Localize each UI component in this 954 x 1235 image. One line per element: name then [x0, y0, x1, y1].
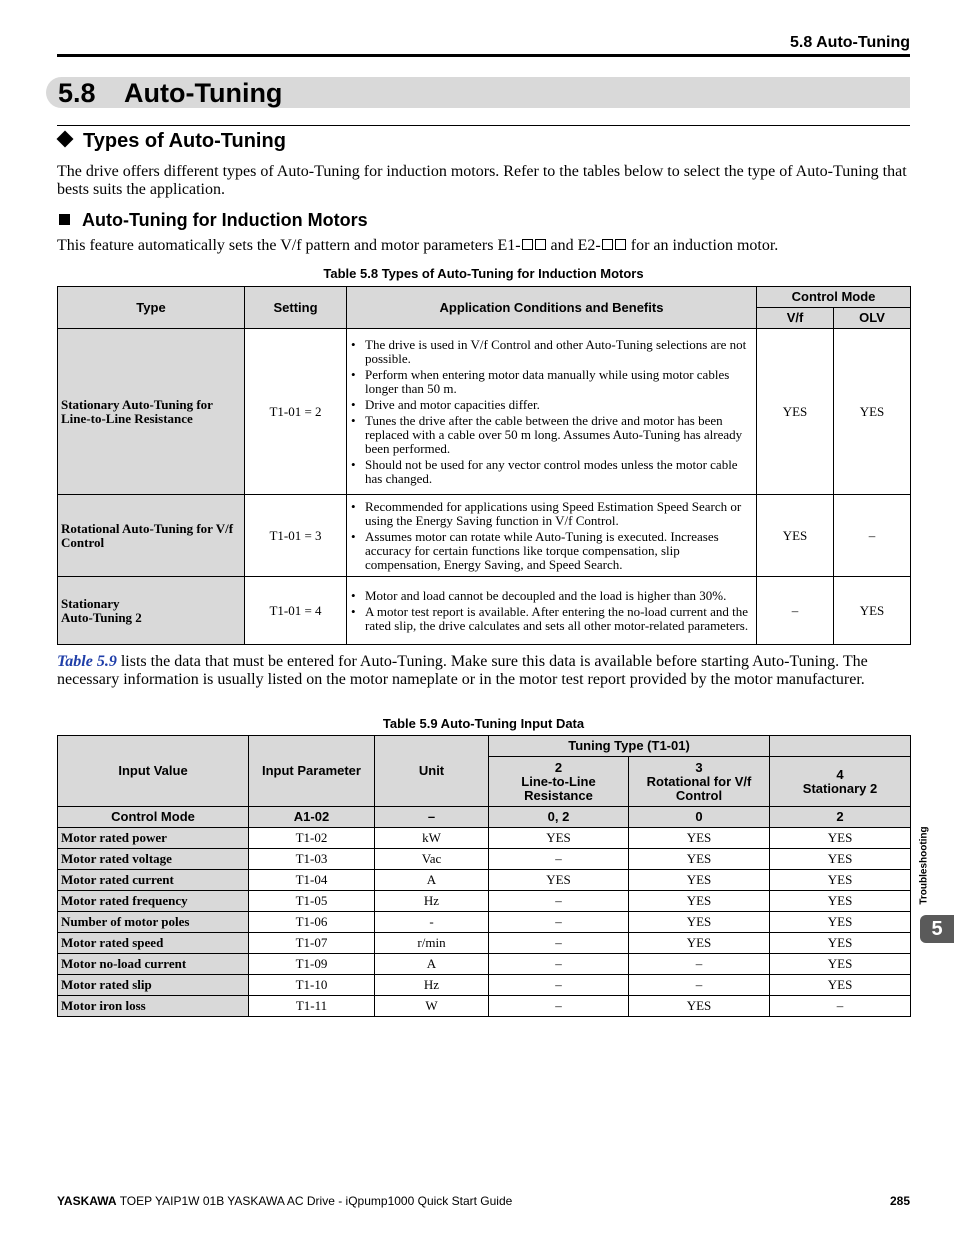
cell-name: Motor rated power	[58, 828, 249, 849]
list-item: • Recommended for applications using Speed Estimation Speed Search or using the Energy Saving function in V/f Control.	[351, 500, 754, 528]
list-item: • Perform when entering motor data manually while using motor cables longer than 50 m.	[351, 368, 754, 396]
cell-unit: A	[375, 954, 489, 975]
section-number: 5.8	[58, 78, 96, 108]
list-item: • Assumes motor can rotate while Auto-Tuning is executed. Increases accuracy for certain functions like torque compensation, slip compensation, Energy Saving, and Speed Search.	[351, 530, 754, 572]
row-olv: YES	[834, 329, 911, 495]
footer-doc-text: TOEP YAIP1W 01B YASKAWA AC Drive - iQpump1000 Quick Start Guide	[116, 1194, 513, 1208]
running-header: 5.8 Auto-Tuning	[790, 34, 910, 51]
table-row	[58, 891, 911, 912]
list-item: • Drive and motor capacities differ.	[351, 398, 754, 412]
row-setting: T1-01 = 2	[245, 329, 347, 495]
subsection-heading	[57, 128, 286, 154]
cell-c2: –	[489, 996, 629, 1017]
cell-param: T1-04	[249, 870, 375, 891]
cell-c2: –	[489, 933, 629, 954]
table-row	[58, 996, 911, 1017]
cell-c4: YES	[770, 975, 911, 996]
cell-c4: –	[770, 996, 911, 1017]
header-rule	[57, 54, 910, 57]
col3-num: 3	[695, 759, 703, 775]
cell-param: T1-02	[249, 828, 375, 849]
header-col4	[770, 757, 911, 807]
row-type: Rotational Auto-Tuning for V/f Control	[58, 495, 245, 577]
cell-name: Number of motor poles	[58, 912, 249, 933]
list-item: • The drive is used in V/f Control and other Auto-Tuning selections are not possible.	[351, 338, 754, 366]
row-bullets	[347, 329, 757, 495]
cell-unit: Hz	[375, 975, 489, 996]
row-setting: T1-01 = 4	[245, 577, 347, 645]
feature-text-3: for an induction motor.	[626, 237, 779, 254]
row-vf: YES	[757, 329, 834, 495]
row-olv: YES	[834, 577, 911, 645]
header-blank	[770, 736, 911, 757]
cell-c3: YES	[629, 849, 770, 870]
row-vf: –	[757, 577, 834, 645]
col4-num: 4	[836, 766, 844, 782]
table-row	[58, 849, 911, 870]
cm-c3: 0	[629, 807, 770, 828]
cm-param: A1-02	[249, 807, 375, 828]
table-row	[58, 495, 911, 577]
footer-doc	[57, 1194, 512, 1208]
cm-c4: 2	[770, 807, 911, 828]
col2-num: 2	[554, 759, 563, 775]
cm-label: Control Mode	[58, 807, 249, 828]
cell-name: Motor iron loss	[58, 996, 249, 1017]
table2-caption: Table 5.9 Auto-Tuning Input Data	[382, 716, 585, 731]
subsubsection-heading	[57, 208, 368, 232]
table-auto-tuning-input-data	[57, 735, 911, 1017]
header-tuning-type: Tuning Type (T1-01)	[489, 736, 770, 757]
square-bullet-icon	[59, 214, 70, 225]
side-tab-label: Troubleshooting	[918, 826, 930, 905]
subsubsection-title: Auto-Tuning for Induction Motors	[82, 210, 368, 230]
cell-unit: -	[375, 912, 489, 933]
cell-c4: YES	[770, 891, 911, 912]
col2-name: Line-to-Line Resistance	[521, 773, 596, 803]
cell-c3: –	[629, 954, 770, 975]
cell-c2: –	[489, 975, 629, 996]
table-row	[58, 329, 911, 495]
row-type: Stationary Auto-Tuning for Line-to-Line Resistance	[58, 329, 245, 495]
header-col3	[629, 757, 770, 807]
table-row	[58, 912, 911, 933]
section-title	[58, 76, 282, 110]
cm-unit: –	[375, 807, 489, 828]
row-olv: –	[834, 495, 911, 577]
cell-name: Motor no-load current	[58, 954, 249, 975]
table-row	[58, 577, 911, 645]
table-row	[58, 933, 911, 954]
header-setting: Setting	[245, 287, 347, 329]
row-type-line2: Auto-Tuning 2	[61, 609, 142, 625]
page-number: 285	[889, 1194, 910, 1208]
header-olv: OLV	[834, 308, 911, 329]
cell-c4: YES	[770, 954, 911, 975]
cm-c2: 0, 2	[489, 807, 629, 828]
list-item: • Should not be used for any vector control modes unless the motor cable has changed.	[351, 458, 754, 486]
table-5-9-link[interactable]: Table 5.9	[57, 653, 117, 670]
cell-param: T1-10	[249, 975, 375, 996]
cell-unit: A	[375, 870, 489, 891]
cell-c2: –	[489, 849, 629, 870]
header-type: Type	[58, 287, 245, 329]
col3-name: Rotational for V/f Control	[646, 773, 752, 803]
cell-unit: r/min	[375, 933, 489, 954]
table-row	[58, 870, 911, 891]
cell-c3: YES	[629, 891, 770, 912]
cell-unit: kW	[375, 828, 489, 849]
row-vf: YES	[757, 495, 834, 577]
table1-caption: Table 5.8 Types of Auto-Tuning for Induction Motors	[323, 266, 644, 281]
cell-param: T1-06	[249, 912, 375, 933]
cell-c2: YES	[489, 870, 629, 891]
control-mode-row	[58, 807, 911, 828]
cell-c2: –	[489, 891, 629, 912]
feature-text-1: This feature automatically sets the V/f pattern and motor parameters E1-	[57, 237, 521, 254]
table-reference-paragraph	[57, 653, 910, 688]
col4-name: Stationary 2	[802, 780, 878, 796]
cell-c4: YES	[770, 870, 911, 891]
table-reference-text: lists the data that must be entered for Auto-Tuning. Make sure this data is available before starting Auto-Tuning. The necessary information is usually listed on the motor nameplate or in the motor test report provided by the motor manufacturer.	[57, 653, 868, 688]
cell-c3: YES	[629, 828, 770, 849]
cell-name: Motor rated frequency	[58, 891, 249, 912]
cell-c3: YES	[629, 912, 770, 933]
feature-text-2: and E2-	[546, 237, 601, 254]
table-auto-tuning-types	[57, 286, 911, 645]
row-setting: T1-01 = 3	[245, 495, 347, 577]
row-bullets	[347, 577, 757, 645]
row-type	[58, 577, 245, 645]
cell-c3: –	[629, 975, 770, 996]
cell-c4: YES	[770, 933, 911, 954]
table-row	[58, 828, 911, 849]
list-item: • Tunes the drive after the cable between the drive and motor has been replaced with a cable over 50 m long. Assumes Auto-Tuning has already been performed.	[351, 414, 754, 456]
row-bullets	[347, 495, 757, 577]
placeholder-box-icon	[602, 239, 613, 250]
cell-unit: Vac	[375, 849, 489, 870]
diamond-bullet-icon	[57, 131, 74, 148]
table-row	[58, 975, 911, 996]
cell-param: T1-11	[249, 996, 375, 1017]
cell-param: T1-07	[249, 933, 375, 954]
footer-brand: YASKAWA	[57, 1194, 117, 1208]
placeholder-box-icon	[535, 239, 546, 250]
table-row	[58, 954, 911, 975]
cell-unit: Hz	[375, 891, 489, 912]
feature-paragraph	[57, 237, 778, 255]
cell-unit: W	[375, 996, 489, 1017]
cell-name: Motor rated slip	[58, 975, 249, 996]
cell-c3: YES	[629, 933, 770, 954]
placeholder-box-icon	[615, 239, 626, 250]
cell-c4: YES	[770, 849, 911, 870]
header-application: Application Conditions and Benefits	[347, 287, 757, 329]
chapter-tab[interactable]: 5	[920, 915, 954, 943]
list-item: • A motor test report is available. After entering the no-load current and the rated slip, the drive calculates and sets all other motor-related parameters.	[351, 605, 754, 633]
cell-c4: YES	[770, 912, 911, 933]
cell-param: T1-05	[249, 891, 375, 912]
table2-body	[58, 828, 911, 1017]
list-item: • Motor and load cannot be decoupled and the load is higher than 30%.	[351, 589, 754, 603]
cell-name: Motor rated voltage	[58, 849, 249, 870]
header-input-value: Input Value	[58, 736, 249, 807]
intro-paragraph: The drive offers different types of Auto-Tuning for induction motors. Refer to the tables below to select the type of Auto-Tuning that bests suits the application.	[57, 163, 907, 198]
placeholder-box-icon	[522, 239, 533, 250]
cell-c4: YES	[770, 828, 911, 849]
cell-name: Motor rated speed	[58, 933, 249, 954]
cell-c3: YES	[629, 870, 770, 891]
section-title-text: Auto-Tuning	[124, 78, 283, 108]
header-unit: Unit	[375, 736, 489, 807]
header-control-mode: Control Mode	[757, 287, 911, 308]
subsection-rule	[57, 125, 910, 126]
cell-c3: YES	[629, 996, 770, 1017]
subsection-title: Types of Auto-Tuning	[83, 130, 286, 152]
header-input-parameter: Input Parameter	[249, 736, 375, 807]
cell-c2: –	[489, 912, 629, 933]
cell-c2: YES	[489, 828, 629, 849]
cell-name: Motor rated current	[58, 870, 249, 891]
header-col2	[489, 757, 629, 807]
row-type-line1: Stationary	[61, 595, 120, 611]
header-vf: V/f	[757, 308, 834, 329]
cell-param: T1-09	[249, 954, 375, 975]
cell-param: T1-03	[249, 849, 375, 870]
cell-c2: –	[489, 954, 629, 975]
